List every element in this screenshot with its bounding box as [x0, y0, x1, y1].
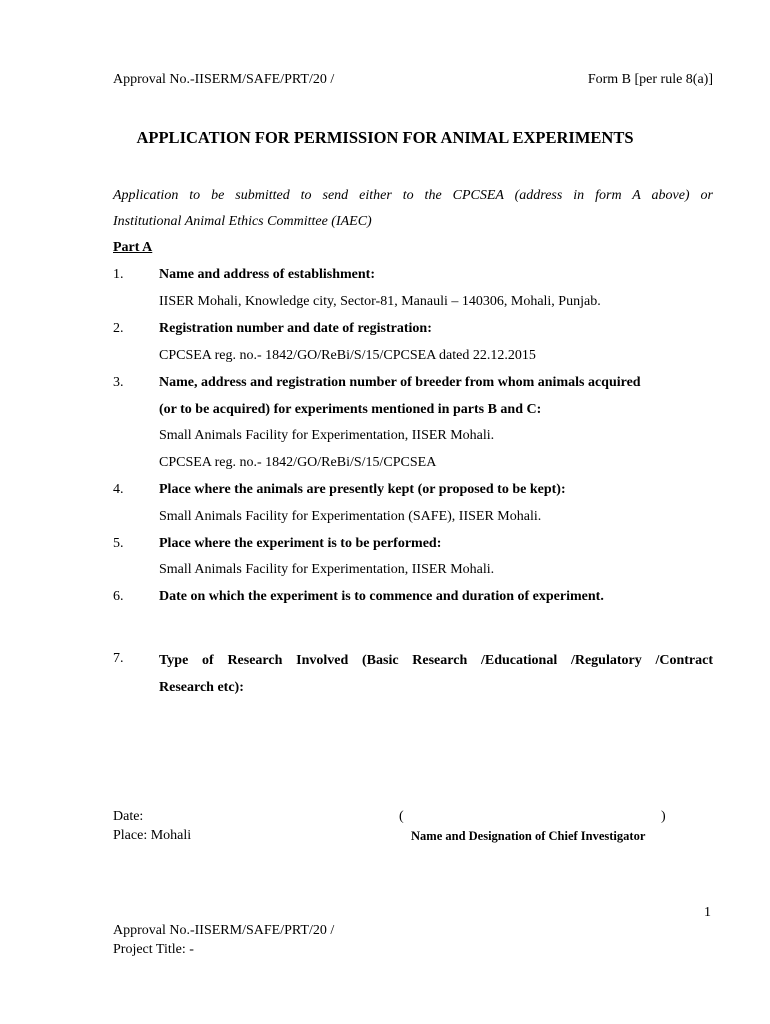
item-3-number: 3.	[113, 375, 124, 390]
item-1-label: Name and address of establishment:	[159, 267, 375, 282]
intro-paragraph	[113, 183, 713, 235]
signature-paren-open: (	[399, 809, 404, 824]
date-label: Date:	[113, 809, 144, 824]
item-7-label-line-2: Research etc):	[159, 680, 244, 695]
item-5-label: Place where the experiment is to be performed:	[159, 536, 442, 551]
item-1-number: 1.	[113, 267, 124, 282]
chief-investigator-caption: Name and Designation of Chief Investigator	[411, 829, 646, 843]
header-form-reference: Form B [per rule 8(a)]	[587, 72, 713, 87]
item-1-value: IISER Mohali, Knowledge city, Sector-81, Manauli – 140306, Mohali, Punjab.	[159, 294, 601, 309]
item-4-label: Place where the animals are presently kept (or proposed to be kept):	[159, 482, 566, 497]
item-5-number: 5.	[113, 536, 124, 551]
intro-line-2: Institutional Animal Ethics Committee (IAEC)	[113, 214, 372, 229]
place-label: Place: Mohali	[113, 828, 192, 843]
item-7-label-line-1: Type of Research Involved (Basic Research /Educational /Regulatory /Contract	[159, 653, 713, 668]
item-6-label: Date on which the experiment is to commence and duration of experiment.	[159, 589, 604, 604]
item-3-value-line-2: CPCSEA reg. no.- 1842/GO/ReBi/S/15/CPCSEA	[159, 455, 437, 470]
item-7-label	[159, 647, 713, 701]
page-number: 1	[704, 905, 711, 920]
document-title: APPLICATION FOR PERMISSION FOR ANIMAL EXPERIMENTS	[136, 128, 634, 147]
item-3-label-line-1: Name, address and registration number of breeder from whom animals acquired	[159, 375, 641, 390]
item-3-label-line-2: (or to be acquired) for experiments mentioned in parts B and C:	[159, 402, 542, 417]
item-2-label: Registration number and date of registration:	[159, 321, 432, 336]
intro-line-1: Application to be submitted to send either to the CPCSEA (address in form A above) or	[113, 188, 713, 203]
item-4-number: 4.	[113, 482, 124, 497]
part-a-heading: Part A	[113, 240, 153, 255]
item-7-number: 7.	[113, 651, 124, 666]
header-approval-number: Approval No.-IISERM/SAFE/PRT/20 /	[113, 72, 335, 87]
item-4-value: Small Animals Facility for Experimentation (SAFE), IISER Mohali.	[159, 509, 542, 524]
footer-approval-number: Approval No.-IISERM/SAFE/PRT/20 /	[113, 923, 335, 938]
item-6-number: 6.	[113, 589, 124, 604]
item-2-value: CPCSEA reg. no.- 1842/GO/ReBi/S/15/CPCSEA dated 22.12.2015	[159, 348, 536, 363]
item-5-value: Small Animals Facility for Experimentation, IISER Mohali.	[159, 562, 495, 577]
item-2-number: 2.	[113, 321, 124, 336]
footer-project-title: Project Title: -	[113, 942, 194, 957]
item-3-value-line-1: Small Animals Facility for Experimentation, IISER Mohali.	[159, 428, 495, 443]
signature-paren-close: )	[661, 809, 666, 824]
